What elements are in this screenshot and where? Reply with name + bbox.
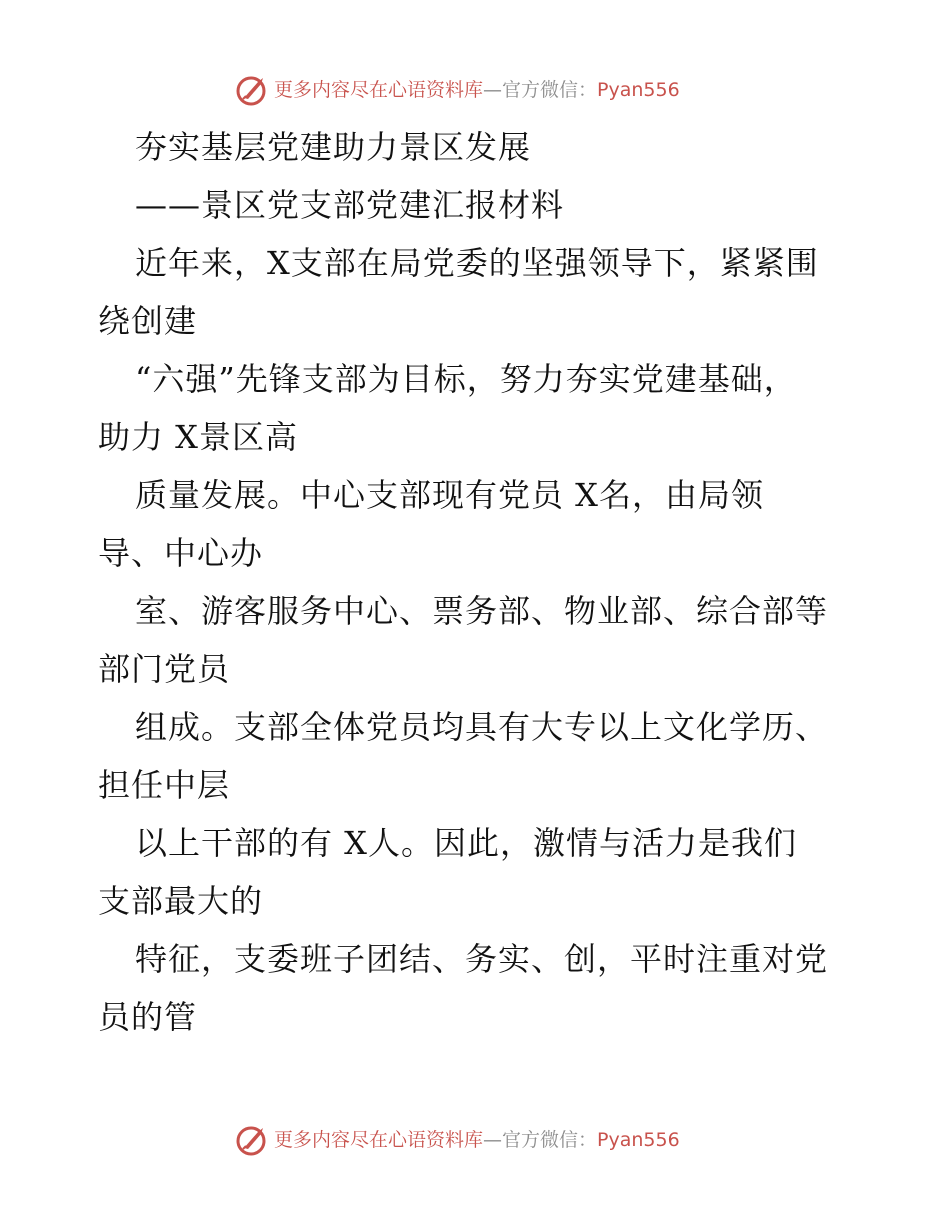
paragraph-line: 以上干部的有 X人。因此，激情与活力是我们 [135, 824, 797, 862]
paragraph-line: 质量发展。中心支部现有党员 X名，由局领 [135, 476, 764, 514]
paragraph-line: 支部最大的 [98, 882, 264, 920]
paragraph-line: 组成。支部全体党员均具有大专以上文化学历、 [135, 708, 829, 746]
quill-logo-icon [234, 72, 270, 108]
paragraph-line: 员的管 [98, 998, 198, 1036]
header-watermark [0, 70, 950, 110]
document-subtitle: ——景区党支部党建汇报材料 [135, 186, 565, 224]
watermark-wechat-id: Pyan556 [597, 79, 680, 101]
paragraph-line: “六强”先锋支部为目标，努力夯实党建基础， [135, 360, 797, 398]
paragraph-line: 室、游客服务中心、票务部、物业部、综合部等 [135, 592, 829, 630]
paragraph-line: 部门党员 [98, 650, 231, 688]
watermark-text [274, 1128, 680, 1152]
watermark-wechat-label: 官方微信： [502, 79, 598, 101]
paragraph-line: 绕创建 [98, 302, 198, 340]
paragraph-line: 担任中层 [98, 766, 231, 804]
paragraph-line: 助力 X景区高 [98, 418, 298, 456]
paragraph-line: 近年来，X支部在局党委的坚强领导下，紧紧围 [135, 244, 819, 282]
watermark-wechat-id: Pyan556 [597, 1129, 680, 1151]
footer-watermark [0, 1120, 950, 1160]
watermark-dash: — [483, 79, 503, 101]
watermark-dash: — [483, 1129, 503, 1151]
watermark-site-text: 更多内容尽在心语资料库 [274, 79, 484, 101]
document-title: 夯实基层党建助力景区发展 [135, 128, 532, 166]
quill-logo-icon [234, 1122, 270, 1158]
paragraph-line: 特征，支委班子团结、务实、创，平时注重对党 [135, 940, 829, 978]
watermark-text [274, 78, 680, 102]
watermark-wechat-label: 官方微信： [502, 1129, 598, 1151]
paragraph-line: 导、中心办 [98, 534, 264, 572]
watermark-site-text: 更多内容尽在心语资料库 [274, 1129, 484, 1151]
